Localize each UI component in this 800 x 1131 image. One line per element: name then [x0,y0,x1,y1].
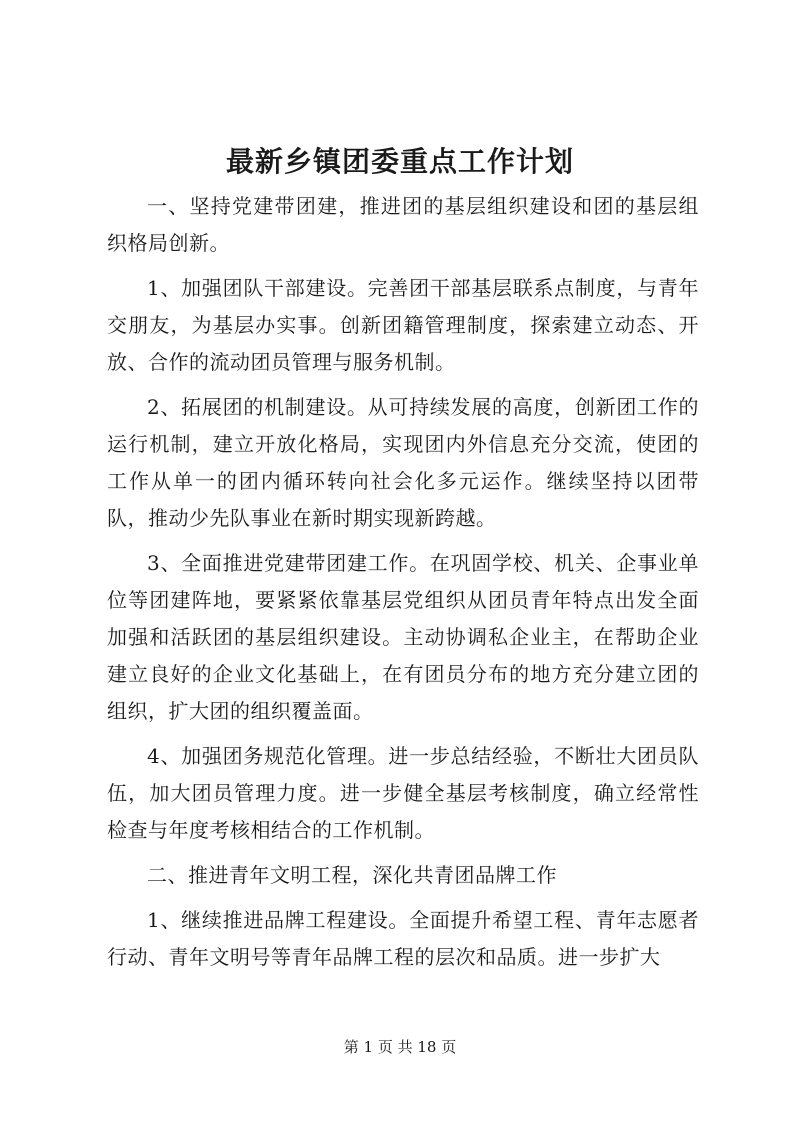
paragraph-item-1: 1、加强团队干部建设。完善团干部基层联系点制度，与青年交朋友，为基层办实事。创新团籍管理制度，探索建立动态、开放、合作的流动团员管理与服务机制。 [107,276,699,374]
paragraph-section-2-heading: 二、推进青年文明工程，深化共青团品牌工作 [147,863,557,887]
paragraph-section-1-heading: 一、坚持党建带团建，推进团的基层组织建设和团的基层组织格局创新。 [107,194,699,255]
paragraph-item-2: 2、拓展团的机制建设。从可持续发展的高度，创新团工作的运行机制，建立开放化格局，实现团内外信息充分交流，使团的工作从单一的团内循环转向社会化多元运作。继续坚持以团带队，推动少先队事业在新时期实现新跨越。 [107,395,699,530]
document-body [107,188,699,976]
paragraph-item-4: 4、加强团务规范化管理。进一步总结经验，不断壮大团员队伍，加大团员管理力度。进一步健全基层考核制度，确立经常性检查与年度考核相结合的工作机制。 [107,744,699,842]
page-number-footer: 第 1 页 共 18 页 [343,1038,457,1056]
paragraph-section-2-item-1: 1、继续推进品牌工程建设。全面提升希望工程、青年志愿者行动、青年文明号等青年品牌工程的层次和品质。进一步扩大 [107,908,699,969]
document-title: 最新乡镇团委重点工作计划 [225,145,574,178]
paragraph-item-3: 3、全面推进党建带团建工作。在巩固学校、机关、企事业单位等团建阵地，要紧紧依靠基层党组织从团员青年特点出发全面加强和活跃团的基层组织建设。主动协调私企业主，在帮助企业建立良好的企业文化基础上，在有团员分布的地方充分建立团的组织，扩大团的组织覆盖面。 [107,551,699,723]
